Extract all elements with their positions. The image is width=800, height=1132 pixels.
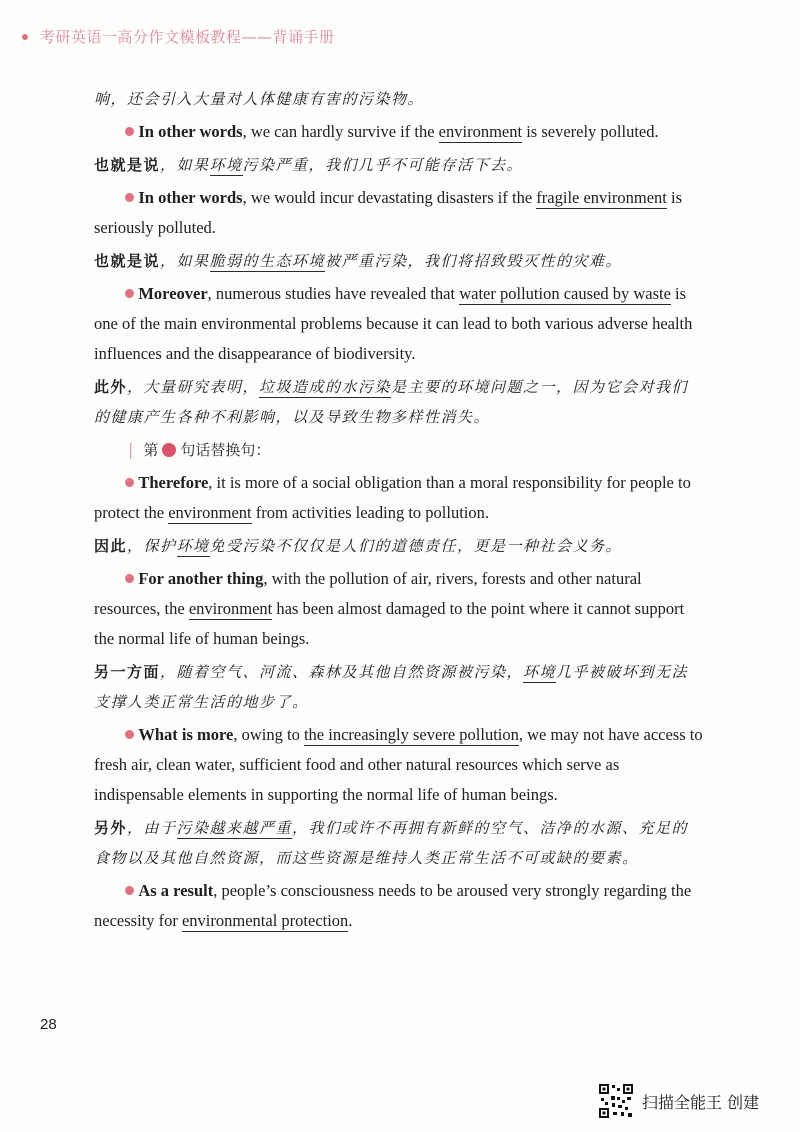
bullet-icon xyxy=(125,478,134,487)
key-phrase: environment xyxy=(168,503,252,522)
running-title: 考研英语一高分作文模板教程——背诵手册 xyxy=(40,28,335,46)
watermark-text: 扫描全能王 创建 xyxy=(642,1092,760,1112)
key-phrase-zh: 环境 xyxy=(209,156,243,174)
zh-paragraph-3: 此外，大量研究表明，垃圾造成的水污染是主要的环境问题之一，因为它会对我们的健康产生各种不利影响，以及导致生物多样性消失。 xyxy=(94,378,689,426)
qr-code-icon xyxy=(598,1083,634,1119)
header-dot-icon xyxy=(22,34,28,40)
lead-phrase: In other words xyxy=(138,188,243,207)
bullet-icon xyxy=(125,289,134,298)
en-paragraph-4: Therefore, it is more of a social obligation than a moral responsibility for people to protect the environment from activities leading to pollution. xyxy=(94,473,691,522)
page-body xyxy=(94,84,704,936)
section-heading: | 第 句话替换句： xyxy=(94,435,704,465)
section-bar: | xyxy=(128,440,134,459)
lead-phrase: For another thing xyxy=(138,569,264,588)
key-phrase-zh: 污染越来越严重 xyxy=(176,819,293,837)
en-paragraph-7: As a result, people’s consciousness needs to be aroused very strongly regarding the necessity for environmental protection. xyxy=(94,881,692,930)
scanner-watermark xyxy=(598,1083,759,1119)
bullet-icon xyxy=(125,193,134,202)
en-paragraph-2: In other words, we would incur devastating disasters if the fragile environment is seriously polluted. xyxy=(94,188,683,237)
lead-phrase: Moreover xyxy=(138,284,208,303)
zh-paragraph-2: 也就是说，如果脆弱的生态环境被严重污染，我们将招致毁灭性的灾难。 xyxy=(94,252,623,270)
bullet-icon xyxy=(125,730,134,739)
bullet-icon xyxy=(125,574,134,583)
zh-paragraph-4: 因此，保护环境免受污染不仅仅是人们的道德责任，更是一种社会义务。 xyxy=(94,537,623,555)
key-phrase: environment xyxy=(188,599,273,618)
lead-phrase: What is more xyxy=(138,725,234,744)
sentence-number-icon xyxy=(162,443,176,457)
running-header xyxy=(22,26,335,47)
key-phrase-zh: 垃圾造成的水污染 xyxy=(259,378,392,396)
key-phrase-zh: 脆弱的生态环境 xyxy=(209,252,326,270)
lead-phrase: As a result xyxy=(138,881,214,900)
key-phrase-zh: 环境 xyxy=(523,663,557,681)
zh-paragraph-1: 也就是说，如果环境污染严重，我们几乎不可能存活下去。 xyxy=(94,156,524,174)
bullet-icon xyxy=(125,886,134,895)
key-phrase: water pollution caused by waste xyxy=(459,284,671,303)
zh-text: 响，还会引入大量对人体健康有害的污染物。 xyxy=(94,90,425,108)
en-paragraph-5: For another thing, with the pollution of air, rivers, forests and other natural resources, the environment has been almost damaged to the point where it cannot support the normal life of human beings. xyxy=(94,569,685,648)
page-number: 28 xyxy=(40,1016,57,1033)
zh-paragraph-0 xyxy=(94,84,704,114)
zh-paragraph-5: 另一方面，随着空气、河流、森林及其他自然资源被污染，环境几乎被破坏到无法支撑人类正常生活的地步了。 xyxy=(94,663,689,711)
zh-paragraph-6: 另外，由于污染越来越严重，我们或许不再拥有新鲜的空气、洁净的水源、充足的食物以及其他自然资源，而这些资源是维持人类正常生活不可或缺的要素。 xyxy=(94,819,689,867)
key-phrase: environment xyxy=(438,122,523,141)
key-phrase: the increasingly severe pollution xyxy=(303,725,519,744)
lead-phrase: Therefore xyxy=(138,473,209,492)
lead-phrase: In other words xyxy=(138,122,243,141)
en-paragraph-1: In other words, we can hardly survive if the environment is severely polluted. xyxy=(94,117,704,147)
bullet-icon xyxy=(125,127,134,136)
key-phrase: fragile environment xyxy=(536,188,667,207)
en-paragraph-3: Moreover, numerous studies have revealed that water pollution caused by waste is one of the main environmental problems because it can lead to both various adverse health influences and the disappearance of biodiversity. xyxy=(94,284,693,363)
key-phrase-zh: 环境 xyxy=(176,537,210,555)
key-phrase: environmental protection xyxy=(181,911,349,930)
en-paragraph-6: What is more, owing to the increasingly severe pollution, we may not have access to fresh air, clean water, sufficient food and other natural resources which serve as indispensable elements in supporting the normal life of human beings. xyxy=(94,725,703,804)
